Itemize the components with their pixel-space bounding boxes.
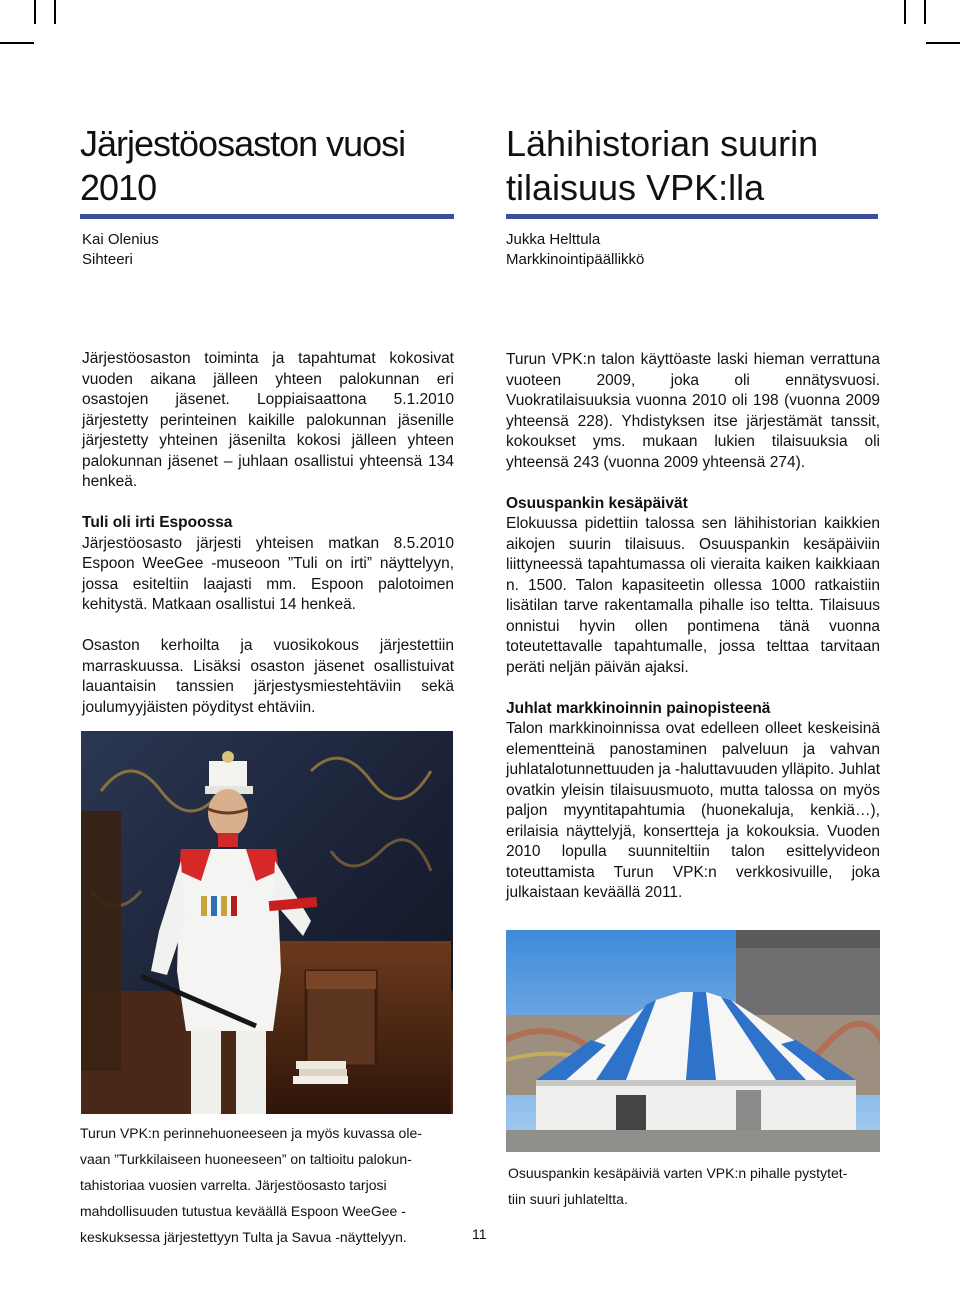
caption-line: keskuksessa järjestettyyn Tulta ja Savua -näyttelyyn. <box>80 1229 407 1245</box>
left-title-rule <box>80 214 454 219</box>
crop-mark <box>924 0 926 24</box>
caption-line: Osuuspankin kesäpäiviä varten VPK:n pihalle pystytet- <box>508 1165 848 1181</box>
right-paragraph-3: Talon markkinoinnissa ovat edelleen olleet keskeisinä elementteinä panostaminen palveluun ja vahvan juhlatalotunnettuuden ja -haluttavuuden ylläpito. Juhlat ovatkin yleisin tilaisuusmuoto, mutta talossa on myös paljon myyntitapahtumia (huonekaluja, kenkiä…), erilaisia näyttelyjä, konsertteja ja kokouksia. Vuoden 2010 lopulla suunniteltiin talon esittelyvideon toteuttamista Turun VPK:n verkkosivuille, joka julkaistaan keväällä 2011. <box>506 720 880 901</box>
left-article-body <box>82 349 454 739</box>
left-author: Kai Olenius <box>82 231 159 248</box>
left-article-title <box>80 122 405 210</box>
crop-mark <box>54 0 56 24</box>
left-subheading-1: Tuli oli irti Espoossa <box>82 514 233 531</box>
caption-line: mahdollisuuden tutustua keväällä Espoon WeeGee - <box>80 1203 406 1219</box>
left-title-line1: Järjestöosaston vuosi <box>80 123 406 164</box>
right-paragraph-1: Turun VPK:n talon käyttöaste laski hieman verrattuna vuoteen 2009, joka oli ennätysvuosi. Vuokratilaisuuksia vuonna 2010 oli 198 (vuonna 2009 yhteensä 228). Yhdistyksen itse järjestämät tanssit, kokoukset yms. mukaan lukien tilaisuuksia oli yhteensä 243 (vuonna 2009 yhteensä 274). <box>506 351 880 471</box>
juhlateltta-caption <box>508 1160 880 1212</box>
right-paragraph-2: Elokuussa pidettiin talossa sen lähihistorian kaikkien aikojen suurin tilaisuus. Osuuspankin kesäpäiviin liittyneessä tapahtumassa oli vieraita kaiken kaikkiaan n. 1500. Talon kapasiteetin ollessa 1000 ratkaistiin lisätilan tarve rakentamalla pihalle iso teltta. Tilaisuus onnistui hyvin ollen pontimena tänä vuonna toteutettavalle tapahtumalle, jossa telttaa tarvitaan peräti neljän päivän ajaksi. <box>506 515 880 676</box>
right-article-body <box>506 350 880 904</box>
left-title-line2: 2010 <box>80 167 157 208</box>
crop-mark <box>0 42 34 44</box>
perinnehuone-photo <box>81 731 453 1114</box>
perinnehuone-caption <box>80 1120 460 1250</box>
crop-mark <box>904 0 906 24</box>
right-author-role: Markkinointipäällikkö <box>506 251 645 268</box>
right-author: Jukka Helttula <box>506 231 601 248</box>
right-subheading-2: Juhlat markkinoinnin painopisteenä <box>506 699 771 717</box>
left-paragraph-3: Osaston kerhoilta ja vuosikokous järjestettiin marraskuussa. Lisäksi osaston jäsenet osallistuivat lauantaisin tanssien järjestysmiestehtäviin sekä joulumyyjäisten pöydityst ehtäviin. <box>82 637 454 716</box>
caption-line: Turun VPK:n perinnehuoneeseen ja myös kuvassa ole- <box>80 1125 422 1141</box>
left-paragraph-1: Järjestöosaston toiminta ja tapahtumat kokosivat vuoden aikana jälleen yhteen palokunnan eri osastojen jäsenet. Loppiaisaattona 5.1.2010 järjestetty perinteinen kaikille palokunnan jäsenille järjestetty yhteinen jäsenilta kokosi jälleen yhteen palokunnan jäsenet – juhlaan osallistui yhteensä 134 henkeä. <box>82 350 454 490</box>
right-subheading-1: Osuuspankin kesäpäivät <box>506 494 688 512</box>
right-title-line2: tilaisuus VPK:lla <box>506 167 765 208</box>
left-byline <box>82 230 159 270</box>
crop-mark <box>926 42 960 44</box>
right-article-title <box>506 122 818 210</box>
right-byline <box>506 230 644 270</box>
crop-mark <box>34 0 36 24</box>
juhlateltta-photo <box>506 930 880 1152</box>
caption-line: tahistoriaa vuosien varrelta. Järjestöosasto tarjosi <box>80 1177 387 1193</box>
caption-line: tiin suuri juhlateltta. <box>508 1191 628 1207</box>
right-title-rule <box>506 214 878 219</box>
right-title-line1: Lähihistorian suurin <box>506 123 819 164</box>
left-paragraph-2: Järjestöosasto järjesti yhteisen matkan 8.5.2010 Espoon WeeGee -museoon ”Tuli on irti” näyttelyyn, jossa esiteltiin laajasti mm. Espoon palotoimen kehitystä. Matkaan osallistui 14 henkeä. <box>82 534 454 613</box>
left-author-role: Sihteeri <box>82 251 133 268</box>
page-number: 11 <box>472 1226 487 1242</box>
caption-line: vaan ”Turkkilaiseen huoneeseen” on taltioitu palokun- <box>80 1151 412 1167</box>
